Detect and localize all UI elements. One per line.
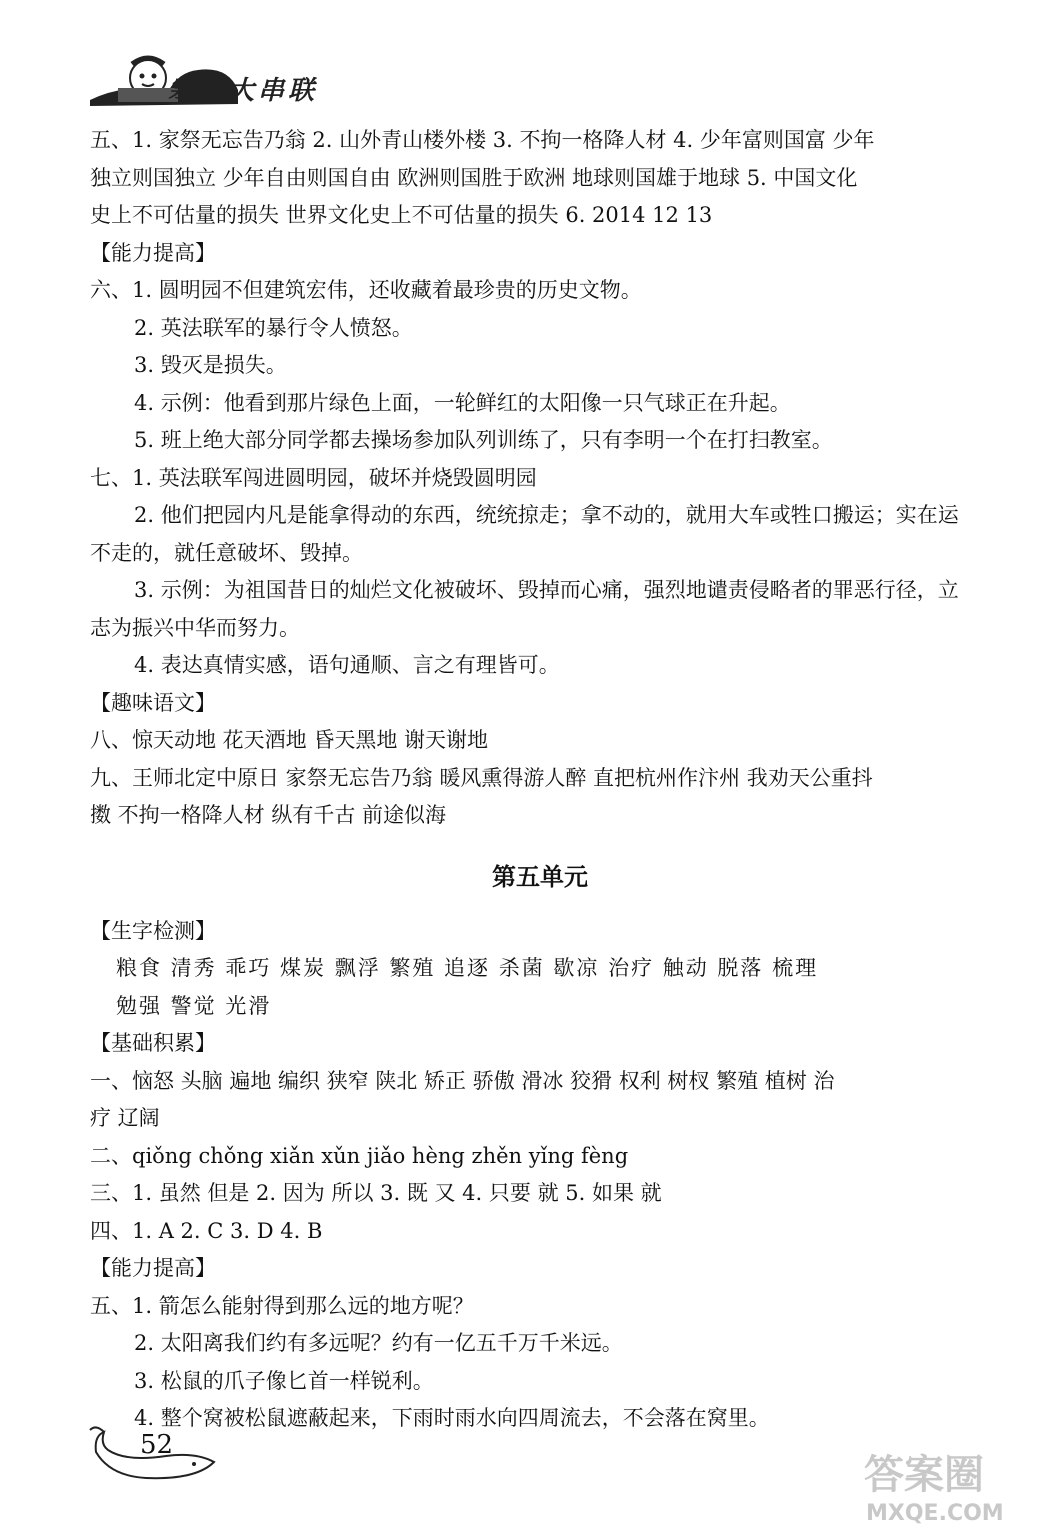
- answer-line: 四、1. A 2. C 3. D 4. B: [90, 1218, 323, 1243]
- section-heading: 【生字检测】: [90, 918, 216, 943]
- answer-line: 九、王师北定中原日 家祭无忘告乃翁 暖风熏得游人醉 直把杭州作汴州 我劝天公重抖: [90, 765, 873, 790]
- header-title: 寒假大串联: [168, 76, 319, 106]
- answer-line: 2. 太阳离我们约有多远呢？约有一亿五千万千米远。: [134, 1331, 623, 1355]
- answer-line: 五、1. 家祭无忘告乃翁 2. 山外青山楼外楼 3. 不拘一格降人材 4. 少年富则国富 少年: [90, 128, 875, 152]
- section-heading: 【能力提高】: [90, 240, 216, 265]
- answer-line: 不走的，就任意破坏、毁掉。: [90, 540, 363, 565]
- answer-line: 独立则国独立 少年自由则国自由 欧洲则国胜于欧洲 地球则国雄于地球 5. 中国文化: [90, 165, 858, 190]
- answer-line: 勉强 警觉 光滑: [116, 993, 272, 1018]
- watermark-logo-icon: [844, 1440, 1044, 1530]
- answer-line: 五、1. 箭怎么能射得到那么远的地方呢？: [90, 1293, 474, 1318]
- answer-line: 七、1. 英法联军闯进圆明园，破坏并烧毁圆明园: [90, 465, 537, 490]
- answer-line: 八、惊天动地 花天酒地 昏天黑地 谢天谢地: [90, 728, 489, 752]
- answer-line: 志为振兴中华而努力。: [90, 615, 300, 640]
- section-heading: 【基础积累】: [90, 1031, 216, 1055]
- answer-line: 3. 毁灭是损失。: [134, 353, 287, 377]
- answer-line: 疗 辽阔: [90, 1106, 160, 1130]
- watermark-text: 答案圈: [864, 1452, 984, 1498]
- answer-line: 5. 班上绝大部分同学都去操场参加队列训练了，只有李明一个在打扫教室。: [134, 428, 833, 452]
- section-heading: 【能力提高】: [90, 1256, 216, 1280]
- answer-line: 2. 英法联军的暴行令人愤怒。: [134, 315, 413, 340]
- answer-line: 3. 示例：为祖国昔日的灿烂文化被破坏、毁掉而心痛，强烈地谴责侵略者的罪恶行径，立: [134, 578, 959, 602]
- section-heading: 【趣味语文】: [90, 690, 216, 715]
- watermark-subtext: MXQE.COM: [866, 1501, 1004, 1526]
- answer-line: 擞 不拘一格降人材 纵有千古 前途似海: [90, 803, 447, 827]
- pinyin-line: 二、qiǒng chǒng xiǎn xǔn jiǎo hèng zhěn yǐng fèng: [90, 1143, 629, 1168]
- answer-line: 六、1. 圆明园不但建筑宏伟，还收藏着最珍贵的历史文物。: [90, 278, 642, 302]
- answer-line: 2. 他们把园内凡是能拿得动的东西，统统掠走；拿不动的，就用大车或牲口搬运；实在运: [134, 503, 959, 527]
- answer-line: 一、恼怒 头脑 遍地 编织 狭窄 陕北 矫正 骄傲 滑冰 狡猾 权利 树杈 繁殖 植树 治: [90, 1068, 835, 1093]
- answer-line: 史上不可估量的损失 世界文化史上不可估量的损失 6. 2014 12 13: [90, 203, 713, 227]
- unit-title: 第五单元: [492, 861, 588, 891]
- answer-line: 三、1. 虽然 但是 2. 因为 所以 3. 既 又 4. 只要 就 5. 如果 就: [90, 1181, 662, 1205]
- answer-line: 4. 示例：他看到那片绿色上面，一轮鲜红的太阳像一只气球正在升起。: [134, 390, 791, 415]
- answer-line: 4. 整个窝被松鼠遮蔽起来，下雨时雨水向四周流去，不会落在窝里。: [134, 1406, 770, 1430]
- answer-line: 3. 松鼠的爪子像匕首一样锐利。: [134, 1368, 434, 1393]
- page-number: 52: [140, 1430, 174, 1460]
- answer-content: [90, 122, 990, 1438]
- answer-line: 4. 表达真情实感，语句通顺、言之有理皆可。: [134, 653, 560, 677]
- answer-line: 粮食 清秀 乖巧 煤炭 飘浮 繁殖 追逐 杀菌 歇凉 治疗 触动 脱落 梳理: [116, 956, 819, 980]
